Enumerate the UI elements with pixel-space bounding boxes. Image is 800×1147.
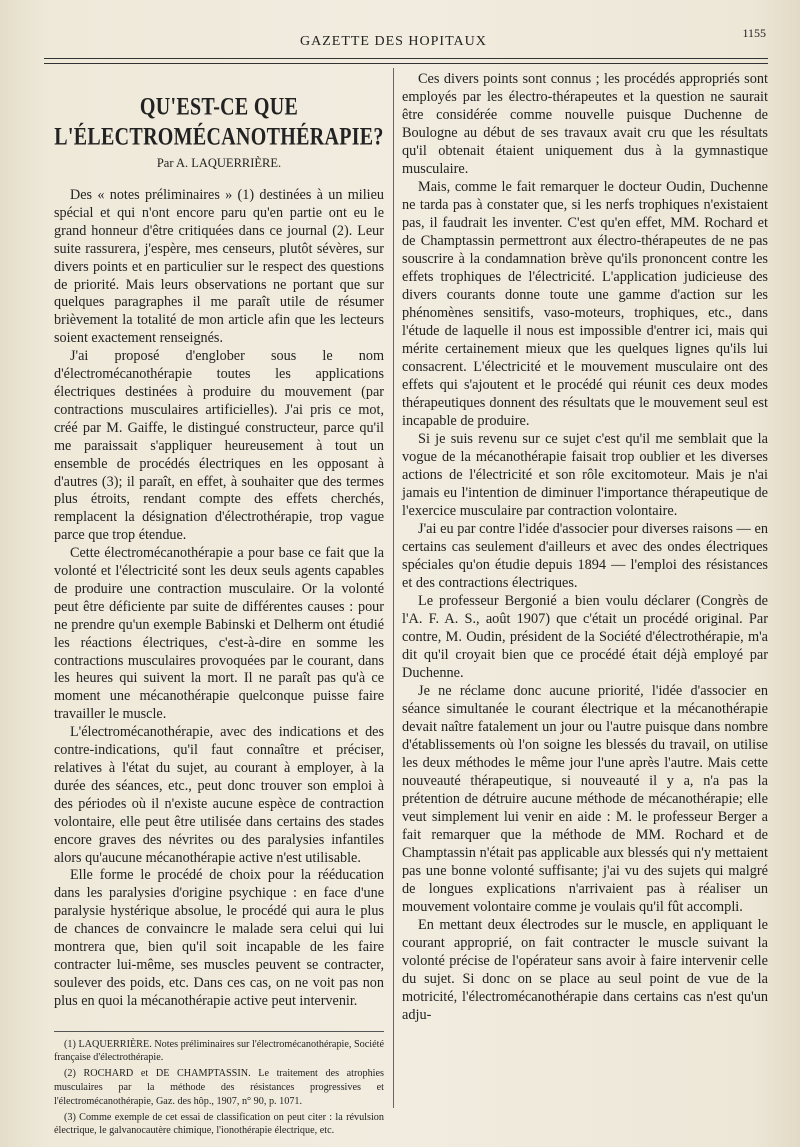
paragraph: En mettant deux électrodes sur le muscle, en appliquant le courant approprié, on fait contracter le muscle suivant la volonté précise de l'opérateur sans avoir à faire intervenir celle du sujet. Si donc on se place au seul point de vue de la motricité, l'électromécanothérapie dans certains cas n'est qu'un adju- bbox=[402, 917, 768, 1023]
paragraph: Le professeur Bergonié a bien voulu déclarer (Congrès de l'A. F. A. S., août 1907) que c'était un procédé original. Par contre, M. Oudin, président de la Société d'électrothérapie, m'a dit qu'il croyait bien que ce procédé était déjà employé par Duchenne. bbox=[402, 593, 768, 681]
page-header bbox=[0, 26, 800, 52]
paragraph: Si je suis revenu sur ce sujet c'est qu'il me semblait que la vogue de la mécanothérapie faisait trop oublier et les diverses actions de l'électricité et son rôle excitomoteur. Mais je n'ai jamais eu l'intention de diminuer l'importance thérapeutique de l'exercice musculaire par contraction volontaire. bbox=[402, 431, 768, 519]
right-column bbox=[402, 70, 768, 1024]
paragraph: Ces divers points sont connus ; les procédés appropriés sont employés par les électro-thérapeutes et la question ne saurait être considérée comme nouvelle puisque Duchenne de Boulogne au début de ses travaux avait cru que les résultats qu'il obtenait étaient uniquement dus à la gymnastique musculaire. bbox=[402, 71, 768, 177]
paragraph: L'électromécanothérapie, avec des indications et des contre-indications, qu'il faut connaître et préciser, relatives à l'état du sujet, au courant à employer, à la durée des séances, etc., peut donc trouver son emploi à des périodes où il n'existe aucune espèce de contraction volontaire, elle peut être utilisée dans certains des stades encore graves des névrites ou des paralysies infantiles alors qu'aucune mécanothérapie active n'est utilisable. bbox=[54, 724, 384, 866]
paragraph: J'ai proposé d'englober sous le nom d'électromécanothérapie toutes les applications électriques destinées à produire du mouvement (par contractions musculaires artificielles). J'ai pris ce mot, créé par M. Gaiffe, le distingué constructeur, parce qu'il me paraissait s'appliquer heureusement à tout un ensemble de procédés électriques en les opposant à d'autres (3); il paraît, en effet, à souhaiter que des termes plus étroits, rendant compte des effets cherchés, remplacent la désignation d'électrothérapie, trop vague parce que trop étendue. bbox=[54, 348, 384, 544]
paragraph: J'ai eu par contre l'idée d'associer pour diverses raisons — en certains cas seulement d'ailleurs et avec des ondes électriques spéciales qu'on étudie depuis 1894 — l'emploi des résistances et des contractions électriques. bbox=[402, 521, 768, 591]
paragraph: Je ne réclame donc aucune priorité, l'idée d'associer en séance simultanée le courant électrique et la mécanothérapie devait naître fatalement un jour ou l'autre puisque dans nombre d'établissements où l'on soigne les blessés du travail, on utilise les deux méthodes le même jour l'une après l'autre. Mais cette nouveauté thérapeutique, si nouveauté il y a, n'a pas la prétention de détruire aucune méthode de mécanothérapie; elle veut simplement lui venir en aide : M. le professeur Berger a fait remarquer que la méthode de MM. Rochard et de Champtassin n'était pas applicable aux blessés qui n'y mettaient pas une bonne volonté suffisante; j'ai vu des sujets qui malgré de longues explications n'arrivaient pas à réaliser un mouvement volontaire comme je voulais qu'il fût accompli. bbox=[402, 683, 768, 915]
paragraph: Elle forme le procédé de choix pour la rééducation dans les paralysies d'origine psychique : en face d'une paralysie hystérique absolue, le procédé qui aura le plus de chances de convaincre le malade sera celui qui lui montrera que, bien qu'il soit incapable de les faire contracter lui-même, ses muscles peuvent se contracter, soulever des poids, etc. Dans ces cas, on ne voit pas non plus en quoi la mécanothérapie active peut intervenir. bbox=[54, 867, 384, 1009]
header-rule-thin bbox=[44, 63, 768, 64]
column-separator bbox=[393, 68, 394, 1108]
header-rule-thick bbox=[44, 58, 768, 59]
footnote: (1) LAQUERRIÈRE. Notes préliminaires sur l'électromécanothérapie, Société française d'électrothérapie. bbox=[54, 1038, 384, 1064]
left-column bbox=[54, 68, 384, 1140]
footnote: (3) Comme exemple de cet essai de classification on peut citer : la révulsion électrique, le galvanocautère chimique, l'ionothérapie électrique, etc. bbox=[54, 1111, 384, 1137]
page-number: 1155 bbox=[742, 26, 766, 40]
footnote-divider bbox=[54, 1031, 384, 1032]
footnote: (2) ROCHARD et DE CHAMPTASSIN. Le traitement des atrophies musculaires par la méthode des résistances progressives et l'électromécanothérapie, Gaz. des hôp., 1907, n° 90, p. 1071. bbox=[54, 1068, 384, 1107]
article-title: QU'EST-CE QUE L'ÉLECTROMÉCANOTHÉRAPIE? bbox=[54, 93, 384, 151]
paragraph: Des « notes préliminaires » (1) destinées à un milieu spécial et qui n'ont encore paru qu'en partie ont eu le grand honneur d'être critiquées dans ce journal (2). Leur suite rassurera, j'espère, mes censeurs, plutôt sévères, sur divers points et en particulier sur le respect des questions de priorité. Mais leurs observations ne portant que sur quelques paragraphes il me paraît utile de résumer brièvement la totalité de mon article afin que les lecteurs soient exactement renseignés. bbox=[54, 187, 384, 347]
paragraph: Mais, comme le fait remarquer le docteur Oudin, Duchenne ne tarda pas à constater que, si les nerfs trophiques n'existaient pas, il faudrait les inventer. C'est qu'en effet, MM. Rochard et de Champtassin permettront aux électro-thérapeutes de ne pas souscrire à la condamnation brève qu'ils prononcent contre les effets trophiques de l'électricité. L'application judicieuse des divers courants donne toute une gamme d'action sur les phénomènes sensitifs, vaso-moteurs, trophiques, etc., dans l'étude de laquelle il nous est impossible d'entrer ici, mais qui mérite certainement mieux que les quelques lignes qu'ils lui consacrent. L'électricité et le mouvement musculaire ont des effets qui s'ajoutent et le procédé qui réunit ces deux modes thérapeutiques donnent des résultats que le mouvement seul est incapable de produire. bbox=[402, 179, 768, 429]
paragraph: Cette électromécanothérapie a pour base ce fait que la volonté et l'électricité sont les deux seuls agents capables de produire une contraction musculaire. Or la volonté peut être déficiente par suite de différentes causes : pour ne prendre qu'un exemple Babinski et Delherm ont étudié les réactions électriques, c'est-à-dire en somme les contractions musculaires provoquées par le courant, dans les heures qui suivent la mort. Il ne paraît pas qu'à ce moment une mécanothérapie quelconque puisse faire travailler le muscle. bbox=[54, 545, 384, 723]
article-author: Par A. LAQUERRIÈRE. bbox=[156, 156, 282, 170]
journal-title: GAZETTE DES HOPITAUX bbox=[300, 34, 487, 49]
